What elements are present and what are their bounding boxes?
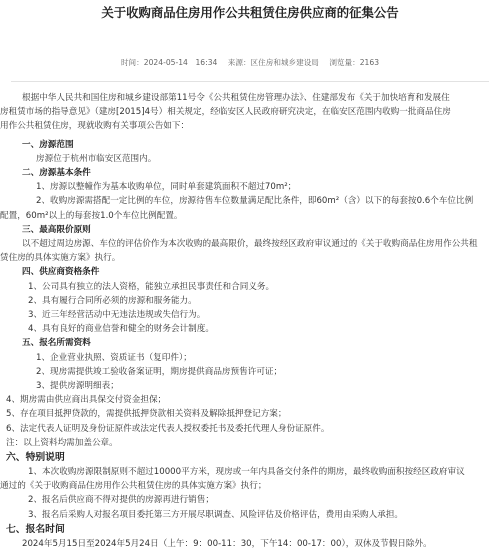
section-line: 6、法定代表人证明及身份证原件或法定代表人授权委托书及委托代理人身份证原件。 [6, 423, 330, 434]
section-line: 配置，60m²以上的每套按1.0个车位比例配置。 [0, 210, 183, 221]
section-heading: 二、房源基本条件 [22, 168, 91, 179]
divider [11, 81, 489, 82]
section-heading: 七、报名时间 [6, 523, 65, 535]
section-line: 1、房源以整幢作为基本收购单位，同时单套建筑面积不超过70m²； [36, 182, 297, 193]
section-line: 2、具有履行合同所必须的房源和服务能力。 [28, 295, 197, 306]
section-heading: 六、特别说明 [6, 452, 65, 464]
page-title: 关于收购商品住房用作公共租赁住房供应商的征集公告 [101, 5, 399, 20]
section-line: 1、企业营业执照、资质证书（复印件）； [36, 352, 192, 363]
section-line: 以不超过周边房源、车位的评估价作为本次收购的最高限价，最终按经区政府审议通过的《关于收购商品住房用作公共租 [22, 239, 478, 250]
section-line: 2、收购房源需搭配一定比例的车位，房源待售车位数量满足配比条件，即60m²（含）以下的每套按0.6个车位比例 [36, 196, 474, 207]
source: 来源：区住房和城乡建设局 [227, 58, 319, 67]
view-count: 浏览量：2163 [329, 58, 380, 67]
section-line: 1、公司具有独立的法人资格，能独立承担民事责任和合同义务。 [28, 281, 275, 292]
section-line: 通过的《关于收购商品住房用作公共租赁住房的具体实施方案》执行； [0, 481, 267, 492]
section-line: 4、具有良好的商业信誉和健全的财务会计制度。 [28, 324, 214, 335]
section-line: 注：以上资料均需加盖公章。 [6, 437, 118, 448]
intro-line: 房租赁市场的指导意见》（建房[2015]4号）相关规定，经临安区人民政府研究决定，在临安区范围内收购一批商品住房 [0, 107, 451, 118]
intro-line: 根据中华人民共和国住房和城乡建设部第11号令《公共租赁住房管理办法》、住建部发布《关于加快培育和发展住 [22, 93, 450, 103]
section-heading: 五、报名所需资料 [22, 338, 91, 349]
section-heading: 四、供应商资格条件 [22, 267, 100, 278]
section-line: 2024年5月15日至2024年5月24日（上午：9：00-11：30，下午14：00-17：00），双休及节假日除外。 [22, 538, 432, 549]
section-line: 5、存在项目抵押贷款的，需提供抵押贷款相关资料及解除抵押登记方案； [6, 409, 287, 420]
intro-line: 用作公共租赁住房，现就收购有关事项公告如下： [0, 121, 190, 132]
publish-time: 时间：2024-05-14 16:34 [120, 58, 218, 67]
section-line: 3、报名后采购人对报名项目委托第三方开展尽职调查、风险评估及价格评估，费用由采购人承担。 [28, 509, 404, 520]
section-heading: 三、最高限价原则 [22, 224, 91, 235]
article-meta [0, 57, 500, 69]
section-line: 1、本次收购房源限制原则不超过10000平方米，现房或一年内具备交付条件的期房，最终收购面积按经区政府审议 [28, 467, 465, 478]
section-line: 4、期房需由供应商出具保交付资金担保； [6, 395, 167, 406]
section-line: 2、报名后供应商不得对提供的房源再进行销售； [28, 495, 214, 506]
article-body [0, 91, 500, 551]
section-line: 3、近三年经营活动中无违法违规或失信行为。 [28, 310, 206, 321]
section-heading: 一、房源范围 [22, 139, 74, 150]
section-line: 房源位于杭州市临安区范围内。 [36, 153, 157, 164]
section-line: 赁住房的具体实施方案》执行。 [0, 253, 121, 264]
section-line: 3、提供房源明细表； [36, 381, 119, 392]
section-line: 2、现房需提供竣工验收备案证明，期房提供商品房预售许可证； [36, 366, 283, 377]
